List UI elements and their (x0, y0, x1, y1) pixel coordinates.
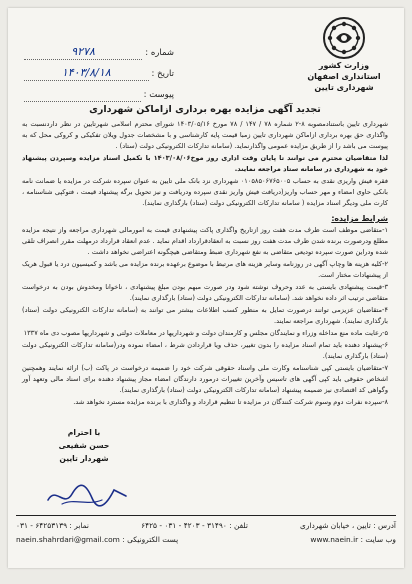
condition-item: ۴-متقاضیان عزیزمی توانند درصورت تمایل به منظور کسب اطلاعات بیشتر می توانند به (سامانه تدارکات الکترونیکی دولت (ستاد) بارگذاری نمایند). شهرداری مراجعه نمایند. (22, 306, 388, 325)
condition-item: ۳-قیمت پیشنهادی بایستی به عدد وحروف نوشته شود ودر صورت مبهم بودن مبلغ پیشنهادی ، ناخوانا ومخدوش بودن به درخواست متقاضی ترتیب اثر داده نخواهد شد. (سامانه تدارکات الکترونیکی دولت (ستاد) بارگذاری نمایند). (22, 283, 388, 302)
date-label: تاریخ : (151, 68, 174, 79)
signature-title: شهردار تایین (59, 454, 109, 463)
attachment-label: پیوست : (143, 89, 174, 100)
condition-item: ۸-سپرده نفرات دوم وسوم شرکت کنندگان در مزایده تا تنظیم قرارداد و واگذاری با برنده مزایده مسترد نخواهد شد. (73, 398, 388, 406)
number-value: ۹۲۷۸ (24, 45, 142, 60)
footer-fax: نمابر : ۶۴۲۵۳۱۳۹ - ۰۳۱ (16, 521, 89, 530)
signature-block (34, 426, 134, 465)
footer-email-group (16, 535, 178, 544)
notice-paragraph-1: لذا متقاضیان محترم می توانند تا پایان وقت اداری روز موخ۱۴۰۳/۰۸/۰۶ با تکمیل اسناد مزایده وسپردن پیشنهاد خود به شهرداری در سامانه ستاد مراجعه نمایند. (22, 154, 388, 173)
signature-regards: با احترام (67, 428, 101, 437)
notice-body (22, 104, 388, 409)
footer-website: وب سایت : www.naein.ir (310, 535, 396, 544)
footer-email: naein.shahrdari@gmail.com (16, 535, 120, 544)
notice-intro: شهرداری تایین باستنادمصوبه ۸-۲ شماره ۷۸ / ۱۴۷ / ۷۸ مورخ ۱۴۰۳/۰۵/۱۶ شورای محترم اسلامی شهرتایین در نظر داردنسبت به واگذاری حق بهره برداری ازاماکن شهرداری تایین زمبا قیمت پایه کارشناسی و با مشخصات جدول ویلان تفکیکی و کروکی محل که به پیوست می باشد را از طریق مزایده عمومی واگذارنماید. (سامانه تدارکات الکترونیکی دولت (ستاد) . (22, 120, 388, 150)
condition-item: ۷-متقاضیان بایستی کپی شناسنامه وکارت ملی واسناد حقوقی شرکت خود را ضمیمه درخواست در پاکت (ب) ارائه نمایند وهمچنین اشخاص حقوقی باید کپی آگهی های تاسیس وآخرین تغییرات درمورد دارندگان امضاء مجاز پیشنهاد دهنده برای اسناد مالی وتعهد آور وگواهی کد اقتصادی نیز ضمیمه پیشنهاد (سامانه تدارکات الکترونیکی دولت (ستاد) بارگذاری نمایند). (22, 364, 388, 394)
handwritten-signature-icon (44, 480, 130, 510)
notice-paragraph-2: فقره فیش واریزی نقدی به حساب ۰۱۰۵۸۵۰۶۷۶۵۰۰۵ شهرداری نزد بانک ملی تایین به عنوان سپرده شرکت در مزایده یا ضمانت نامه بانکی حاوی امضاء و مهر حساب واریز(دریافت فیش واریز نقدی سپرده ودریافت و نیز تحویل برگه پیشنهاد قیمت ، فتوکپی شناسنامه ، کارت ملی ودیگر اسناد مزایده ( سامانه تدارکات الکترونیکی دولت (ستاد) بارگذاری نمایند). (22, 177, 388, 207)
attachment-value (24, 87, 141, 102)
org-province: استانداری اصفهان (307, 72, 381, 81)
emblem-icon (322, 16, 366, 60)
notice-title: تجدید آگهی مزایده بهره برداری ازاماکن شهرداری (89, 104, 321, 115)
footer-phone: تلفن : ۳۱۴۹۰ - ۴۲۰۳ - ۰۳۱ - ۶۴۲۵ (141, 521, 248, 530)
date-row (24, 63, 174, 84)
letterhead (18, 16, 394, 104)
municipality-logo (296, 16, 392, 93)
number-row (24, 42, 174, 63)
condition-item: ۵-رعایت ماده منع مداخله وزراء و نمایندگان مجلس و کارمندان دولت و شهرداریها در معاملات دولتی و شهرداریها مصوب دی ماه ۱۳۳۷ (23, 329, 388, 337)
letter-page (8, 8, 404, 568)
footer-address: آدرس : تایین ، خیابان شهرداری (300, 521, 396, 530)
footer-email-label: پست الکترونیکی : (122, 535, 179, 544)
letter-footer (16, 515, 396, 558)
footer-row-1 (16, 521, 396, 530)
attachment-row (24, 84, 174, 105)
conditions-heading: شرایط مزایده: (331, 214, 388, 223)
org-ministry: وزارت کشور (318, 61, 370, 70)
org-municipality: شهرداری تایین (314, 83, 374, 92)
condition-item: ۱-متقاضی موظف است ظرف مدت هفت روز ازتاریخ واگذاری پاکت پیشنهادی قیمت به امورمالی شهرداری مراجعه واز نتیجه مزایده مطلع ودرصورت برنده شدن ظرف مدت هفت روز نسبت به انعقادقرارداد اقدام نماید . عدم انعقاد قرارداد درمهلت مقرر انصراف تلقی شده ودراین صورت سپرده تودیعی متقاضی به نفع شهرداری ضبط ومتقاضی هیچگونه اعتراضی نخواهد داشت . (22, 226, 388, 256)
date-value: ۱۴۰۳/۸/۱۸ (24, 66, 149, 81)
condition-item: ۲-کلیه هزینه ها وچاپ آگهی در روزنامه وسایر هزینه های مرتبط با موضوع برعهده برنده مزایده می باشد و کمیسیون درد یا قبول هریک از پیشنهادات مختار است. (22, 260, 388, 279)
letter-meta (24, 42, 174, 105)
condition-item: ۶-پیشنهاد دهنده باید تمام اسناد مزایده را بدون تغییر، حذف ویا قراردادن شرط ، امضاء نموده ودر(سامانه تدارکات الکترونیکی دولت (ستاد) بارگذاری نمایند). (22, 341, 388, 360)
signature-name: حسن شفیعی (58, 441, 110, 450)
footer-row-2 (16, 535, 396, 544)
number-label: شماره : (145, 47, 174, 58)
